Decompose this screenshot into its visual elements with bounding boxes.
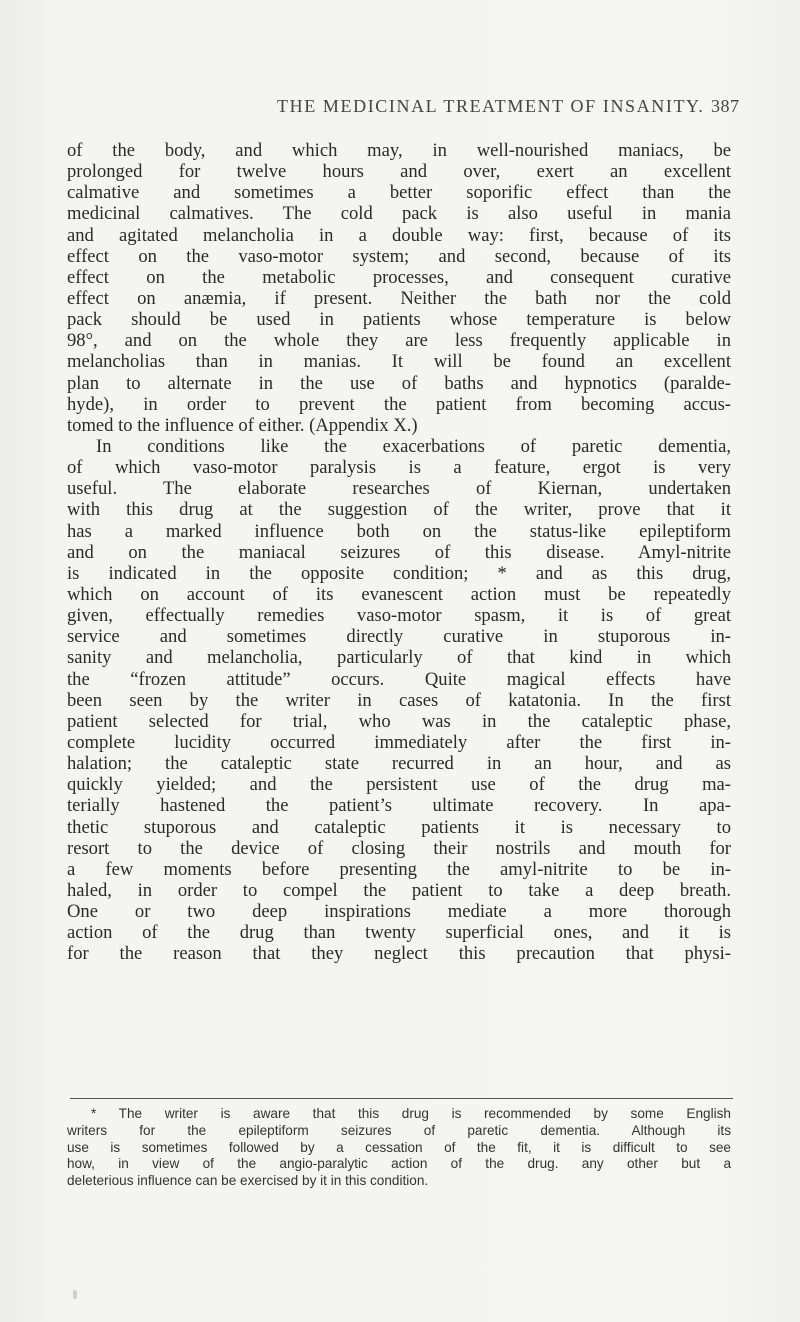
text-line: service and sometimes directly curative in stuporous in- xyxy=(67,626,731,648)
text-line: 98°, and on the whole they are less frequently applicable in xyxy=(67,330,731,352)
text-line: patient selected for trial, who was in the cataleptic phase, xyxy=(67,710,731,732)
text-line: is indicated in the opposite condition; * and as this drug, xyxy=(67,562,731,584)
text-line: medicinal calmatives. The cold pack is also useful in mania xyxy=(67,203,731,225)
text-line: of which vaso-motor paralysis is a feature, ergot is very xyxy=(67,457,731,479)
footnote-line: writers for the epileptiform seizures of paretic dementia. Although its xyxy=(67,1122,731,1138)
text-line: sanity and melancholia, particularly of that kind in which xyxy=(67,647,731,669)
text-line: with this drug at the suggestion of the writer, prove that it xyxy=(67,499,731,521)
text-line: of the body, and which may, in well-nourished maniacs, be xyxy=(67,140,731,161)
text-line: the “frozen attitude” occurs. Quite magical effects have xyxy=(67,668,731,690)
text-line: useful. The elaborate researches of Kiernan, undertaken xyxy=(67,478,731,500)
text-line: given, effectually remedies vaso-motor spasm, it is of great xyxy=(67,605,731,627)
footnote xyxy=(67,1106,731,1190)
text-line: hyde), in order to prevent the patient from becoming accus- xyxy=(67,393,731,415)
text-line: haled, in order to compel the patient to take a deep breath. xyxy=(67,879,731,901)
footnote-line: use is sometimes followed by a cessation of the fit, it is difficult to see xyxy=(67,1139,731,1155)
text-line: and on the maniacal seizures of this disease. Amyl-nitrite xyxy=(67,541,731,563)
page-number: 387 xyxy=(711,96,740,116)
text-line: prolonged for twelve hours and over, exert an excellent xyxy=(67,161,731,183)
text-line: for the reason that they neglect this precaution that physi- xyxy=(67,943,731,965)
text-line: One or two deep inspirations mediate a more thorough xyxy=(67,901,731,923)
text-line: calmative and sometimes a better soporific effect than the xyxy=(67,182,731,204)
text-line: tomed to the influence of either. (Appendix X.) xyxy=(67,414,418,436)
text-line: terially hastened the patient’s ultimate recovery. In apa- xyxy=(67,795,731,817)
running-title: THE MEDICINAL TREATMENT OF INSANITY. xyxy=(277,96,705,116)
text-line: been seen by the writer in cases of katatonia. In the first xyxy=(67,689,731,711)
body-text xyxy=(67,140,731,964)
text-line: effect on anæmia, if present. Neither the bath nor the cold xyxy=(67,287,731,309)
running-head xyxy=(277,96,757,117)
text-line: complete lucidity occurred immediately after the first in- xyxy=(67,731,731,753)
text-line: In conditions like the exacerbations of paretic dementia, xyxy=(96,435,731,457)
footnote-line: * The writer is aware that this drug is recommended by some English xyxy=(91,1106,731,1121)
footnote-divider xyxy=(70,1098,733,1099)
text-line: halation; the cataleptic state recurred in an hour, and as xyxy=(67,753,731,775)
footnote-line: how, in view of the angio-paralytic action of the drug. any other but a xyxy=(67,1156,731,1172)
text-line: resort to the device of closing their nostrils and mouth for xyxy=(67,837,731,859)
text-line: thetic stuporous and cataleptic patients it is necessary to xyxy=(67,816,731,838)
text-line: which on account of its evanescent action must be repeatedly xyxy=(67,583,731,605)
text-line: effect on the metabolic processes, and consequent curative xyxy=(67,266,731,288)
text-line: action of the drug than twenty superficial ones, and it is xyxy=(67,922,731,944)
page-blemish xyxy=(73,1290,77,1299)
text-line: plan to alternate in the use of baths and hypnotics (paralde- xyxy=(67,372,731,394)
text-line: effect on the vaso-motor system; and second, because of its xyxy=(67,245,731,267)
text-line: a few moments before presenting the amyl-nitrite to be in- xyxy=(67,858,731,880)
text-line: has a marked influence both on the status-like epileptiform xyxy=(67,520,731,542)
text-line: and agitated melancholia in a double way: first, because of its xyxy=(67,224,731,246)
text-line: melancholias than in manias. It will be found an excellent xyxy=(67,351,731,373)
text-line: quickly yielded; and the persistent use of the drug ma- xyxy=(67,774,731,796)
footnote-line: deleterious influence can be exercised by it in this condition. xyxy=(67,1173,429,1189)
text-line: pack should be used in patients whose temperature is below xyxy=(67,309,731,331)
